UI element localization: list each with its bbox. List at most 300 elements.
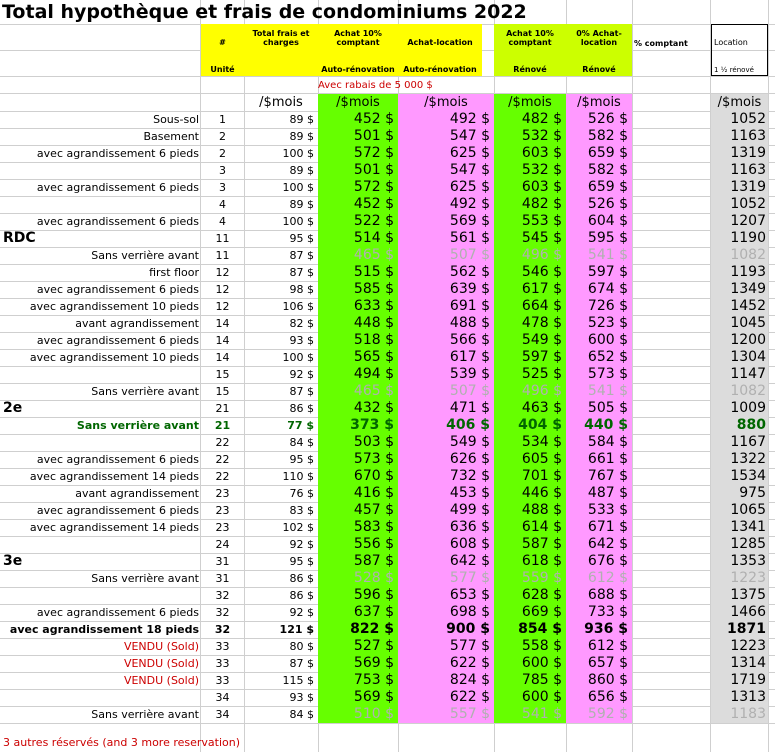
cell-rent[interactable]: 880 <box>711 417 768 434</box>
cell-c[interactable]: 446 $ <box>494 485 566 502</box>
cell-label[interactable]: VENDU (Sold) <box>123 640 199 653</box>
cell-d[interactable]: 533 $ <box>566 502 632 519</box>
cell-rent[interactable]: 1207 <box>711 213 768 230</box>
cell-fee[interactable]: 100 $ <box>282 147 314 160</box>
cell-rent[interactable]: 1375 <box>711 587 768 604</box>
cell-b[interactable]: 561 $ <box>398 230 494 247</box>
cell-unit[interactable]: 32 <box>214 623 231 636</box>
cell-a[interactable]: 465 $ <box>318 247 398 264</box>
cell-unit[interactable]: 14 <box>215 317 230 330</box>
cell-rent[interactable]: 1163 <box>711 128 768 145</box>
cell-a[interactable]: 452 $ <box>318 196 398 213</box>
cell-unit[interactable]: 14 <box>215 334 230 347</box>
cell-c[interactable]: 614 $ <box>494 519 566 536</box>
cell-d[interactable]: 584 $ <box>566 434 632 451</box>
cell-label[interactable] <box>3 196 199 213</box>
cell-b[interactable]: 622 $ <box>398 655 494 672</box>
cell-fee[interactable]: 89 $ <box>289 164 314 177</box>
cell-b[interactable]: 626 $ <box>398 451 494 468</box>
cell-c[interactable]: 488 $ <box>494 502 566 519</box>
cell-b[interactable]: 547 $ <box>398 128 494 145</box>
cell-d[interactable]: 597 $ <box>566 264 632 281</box>
cell-d[interactable]: 595 $ <box>566 230 632 247</box>
cell-b[interactable]: 622 $ <box>398 689 494 706</box>
cell-rent[interactable]: 1052 <box>711 196 768 213</box>
cell-a[interactable]: 510 $ <box>318 706 398 723</box>
header-location[interactable] <box>711 24 768 76</box>
cell-b[interactable]: 691 $ <box>398 298 494 315</box>
cell-rent[interactable]: 1223 <box>711 638 768 655</box>
cell-label[interactable]: Sans verrière avant <box>91 385 199 398</box>
cell-c[interactable]: 478 $ <box>494 315 566 332</box>
cell-d[interactable]: 526 $ <box>566 196 632 213</box>
cell-rent[interactable]: 1313 <box>711 689 768 706</box>
cell-d[interactable]: 652 $ <box>566 349 632 366</box>
cell-a[interactable]: 572 $ <box>318 145 398 162</box>
cell-d[interactable]: 612 $ <box>566 570 632 587</box>
cell-label[interactable]: 3e <box>3 553 23 569</box>
cell-c[interactable]: 617 $ <box>494 281 566 298</box>
cell-d[interactable]: 582 $ <box>566 162 632 179</box>
cell-rent[interactable]: 1009 <box>711 400 768 417</box>
cell-unit[interactable]: 12 <box>215 300 230 313</box>
cell-label[interactable]: avec agrandissement 14 pieds <box>29 470 199 483</box>
cell-label[interactable]: Sans verrière avant <box>76 419 199 432</box>
cell-c[interactable]: 558 $ <box>494 638 566 655</box>
cell-fee[interactable]: 86 $ <box>289 402 314 415</box>
cell-fee[interactable]: 77 $ <box>287 419 314 432</box>
cell-a[interactable]: 822 $ <box>318 621 398 638</box>
cell-unit[interactable]: 11 <box>215 232 230 245</box>
cell-a[interactable]: 432 $ <box>318 400 398 417</box>
cell-a[interactable]: 465 $ <box>318 383 398 400</box>
cell-a[interactable]: 518 $ <box>318 332 398 349</box>
cell-label[interactable]: avec agrandissement 6 pieds <box>36 283 199 296</box>
cell-unit[interactable]: 12 <box>215 283 230 296</box>
cell-a[interactable]: 452 $ <box>318 111 398 128</box>
cell-d[interactable]: 860 $ <box>566 672 632 689</box>
cell-unit[interactable]: 33 <box>215 657 230 670</box>
cell-c[interactable]: 541 $ <box>494 706 566 723</box>
cell-rent[interactable]: 1466 <box>711 604 768 621</box>
cell-b[interactable]: 636 $ <box>398 519 494 536</box>
header-unit[interactable] <box>201 24 244 76</box>
cell-rent[interactable]: 1045 <box>711 315 768 332</box>
cell-label[interactable]: avec agrandissement 10 pieds <box>29 351 199 364</box>
cell-d[interactable]: 612 $ <box>566 638 632 655</box>
cell-fee[interactable]: 100 $ <box>282 181 314 194</box>
cell-fee[interactable]: 121 $ <box>279 623 314 636</box>
cell-c[interactable]: 603 $ <box>494 179 566 196</box>
cell-rent[interactable]: 1353 <box>711 553 768 570</box>
grid-line-h <box>0 723 775 724</box>
cell-label[interactable] <box>3 536 199 553</box>
cell-fee[interactable]: 89 $ <box>289 198 314 211</box>
cell-c[interactable]: 600 $ <box>494 655 566 672</box>
cell-b[interactable]: 492 $ <box>398 111 494 128</box>
cell-label[interactable] <box>3 689 199 706</box>
cell-fee[interactable]: 93 $ <box>289 691 314 704</box>
cell-fee[interactable]: 106 $ <box>282 300 314 313</box>
cell-b[interactable]: 507 $ <box>398 247 494 264</box>
cell-unit[interactable]: 2 <box>219 130 226 143</box>
cell-fee[interactable]: 92 $ <box>289 368 314 381</box>
cell-a[interactable]: 501 $ <box>318 162 398 179</box>
cell-fee[interactable]: 87 $ <box>289 249 314 262</box>
cell-b[interactable]: 539 $ <box>398 366 494 383</box>
cell-fee[interactable]: 84 $ <box>289 708 314 721</box>
cell-a[interactable]: 569 $ <box>318 655 398 672</box>
cell-rent[interactable]: 1452 <box>711 298 768 315</box>
cell-label[interactable]: avec agrandissement 6 pieds <box>36 147 199 160</box>
cell-unit[interactable]: 11 <box>215 249 230 262</box>
cell-fee[interactable]: 95 $ <box>289 555 314 568</box>
cell-b[interactable]: 625 $ <box>398 179 494 196</box>
cell-d[interactable]: 642 $ <box>566 536 632 553</box>
cell-c[interactable]: 404 $ <box>494 417 566 434</box>
cell-rent[interactable]: 1183 <box>711 706 768 723</box>
cell-fee[interactable]: 100 $ <box>282 351 314 364</box>
cell-b[interactable]: 617 $ <box>398 349 494 366</box>
cell-unit[interactable]: 4 <box>219 215 226 228</box>
cell-b[interactable]: 698 $ <box>398 604 494 621</box>
cell-rent[interactable]: 1719 <box>711 672 768 689</box>
cell-b[interactable]: 453 $ <box>398 485 494 502</box>
cell-fee[interactable]: 93 $ <box>289 334 314 347</box>
cell-label[interactable] <box>3 434 199 451</box>
cell-b[interactable]: 608 $ <box>398 536 494 553</box>
cell-rent[interactable]: 1314 <box>711 655 768 672</box>
cell-fee[interactable]: 115 $ <box>282 674 314 687</box>
unit-zero: /$mois <box>566 94 632 111</box>
cell-rent[interactable]: 1052 <box>711 111 768 128</box>
cell-d[interactable]: 726 $ <box>566 298 632 315</box>
cell-c[interactable]: 785 $ <box>494 672 566 689</box>
cell-b[interactable]: 642 $ <box>398 553 494 570</box>
cell-a[interactable]: 522 $ <box>318 213 398 230</box>
cell-c[interactable]: 600 $ <box>494 689 566 706</box>
cell-a[interactable]: 753 $ <box>318 672 398 689</box>
cell-label[interactable] <box>3 366 199 383</box>
cell-unit[interactable]: 22 <box>215 436 230 449</box>
cell-fee[interactable]: 95 $ <box>289 453 314 466</box>
cell-rent[interactable]: 1322 <box>711 451 768 468</box>
cell-a[interactable]: 514 $ <box>318 230 398 247</box>
cell-b[interactable]: 499 $ <box>398 502 494 519</box>
cell-b[interactable]: 577 $ <box>398 570 494 587</box>
cell-b[interactable]: 639 $ <box>398 281 494 298</box>
cell-unit[interactable]: 21 <box>214 419 231 432</box>
cell-c[interactable]: 534 $ <box>494 434 566 451</box>
cell-rent[interactable]: 1163 <box>711 162 768 179</box>
cell-c[interactable]: 532 $ <box>494 128 566 145</box>
cell-fee[interactable]: 80 $ <box>289 640 314 653</box>
cell-b[interactable]: 488 $ <box>398 315 494 332</box>
cell-a[interactable]: 565 $ <box>318 349 398 366</box>
cell-label[interactable]: avec agrandissement 6 pieds <box>36 453 199 466</box>
cell-fee[interactable]: 89 $ <box>289 113 314 126</box>
cell-unit[interactable]: 32 <box>215 606 230 619</box>
cell-unit[interactable]: 33 <box>215 640 230 653</box>
cell-label[interactable]: avec agrandissement 6 pieds <box>36 606 199 619</box>
cell-d[interactable]: 936 $ <box>566 621 632 638</box>
cell-unit[interactable]: 15 <box>215 385 230 398</box>
cell-fee[interactable]: 87 $ <box>289 385 314 398</box>
cell-label[interactable]: avec agrandissement 6 pieds <box>36 334 199 347</box>
cell-d[interactable]: 661 $ <box>566 451 632 468</box>
cell-d[interactable]: 505 $ <box>566 400 632 417</box>
cell-d[interactable]: 487 $ <box>566 485 632 502</box>
cell-unit[interactable]: 32 <box>215 589 230 602</box>
cell-unit[interactable]: 14 <box>215 351 230 364</box>
cell-a[interactable]: 527 $ <box>318 638 398 655</box>
cell-fee[interactable]: 89 $ <box>289 130 314 143</box>
cell-label[interactable]: Sans verrière avant <box>91 708 199 721</box>
cell-label[interactable]: VENDU (Sold) <box>123 674 199 687</box>
cell-fee[interactable]: 87 $ <box>289 266 314 279</box>
cell-b[interactable]: 625 $ <box>398 145 494 162</box>
cell-rent[interactable]: 1349 <box>711 281 768 298</box>
cell-label[interactable] <box>3 162 199 179</box>
cell-d[interactable]: 592 $ <box>566 706 632 723</box>
cell-fee[interactable]: 86 $ <box>289 572 314 585</box>
cell-c[interactable]: 587 $ <box>494 536 566 553</box>
cell-label[interactable]: Sous-sol <box>153 113 199 126</box>
cell-c[interactable]: 597 $ <box>494 349 566 366</box>
cell-b[interactable]: 507 $ <box>398 383 494 400</box>
cell-rent[interactable]: 1082 <box>711 247 768 264</box>
cell-a[interactable]: 569 $ <box>318 689 398 706</box>
cell-label[interactable]: Basement <box>143 130 199 143</box>
cell-label[interactable]: avant agrandissement <box>75 487 199 500</box>
cell-c[interactable]: 605 $ <box>494 451 566 468</box>
cell-unit[interactable]: 15 <box>215 368 230 381</box>
cell-d[interactable]: 688 $ <box>566 587 632 604</box>
cell-a[interactable]: 585 $ <box>318 281 398 298</box>
header-buy10-renov[interactable] <box>494 24 566 76</box>
cell-c[interactable]: 669 $ <box>494 604 566 621</box>
cell-unit[interactable]: 23 <box>215 521 230 534</box>
cell-unit[interactable]: 4 <box>219 198 226 211</box>
cell-d[interactable]: 526 $ <box>566 111 632 128</box>
cell-unit[interactable]: 34 <box>215 691 230 704</box>
cell-a[interactable]: 573 $ <box>318 451 398 468</box>
cell-d[interactable]: 582 $ <box>566 128 632 145</box>
cell-c[interactable]: 854 $ <box>494 621 566 638</box>
cell-rent[interactable]: 1534 <box>711 468 768 485</box>
cell-unit[interactable]: 1 <box>219 113 226 126</box>
cell-a[interactable]: 373 $ <box>318 417 398 434</box>
cell-label[interactable]: 2e <box>3 400 23 416</box>
cell-rent[interactable]: 975 <box>711 485 768 502</box>
cell-a[interactable]: 556 $ <box>318 536 398 553</box>
cell-b[interactable]: 577 $ <box>398 638 494 655</box>
cell-c[interactable]: 532 $ <box>494 162 566 179</box>
cell-c[interactable]: 553 $ <box>494 213 566 230</box>
cell-c[interactable]: 628 $ <box>494 587 566 604</box>
cell-unit[interactable]: 3 <box>219 164 226 177</box>
cell-label[interactable]: RDC <box>3 230 36 246</box>
cell-rent[interactable]: 1341 <box>711 519 768 536</box>
cell-label[interactable]: avec agrandissement 18 pieds <box>9 623 199 636</box>
cell-d[interactable]: 604 $ <box>566 213 632 230</box>
cell-d[interactable]: 733 $ <box>566 604 632 621</box>
cell-d[interactable]: 659 $ <box>566 145 632 162</box>
cell-fee[interactable]: 110 $ <box>282 470 314 483</box>
cell-a[interactable]: 596 $ <box>318 587 398 604</box>
cell-c[interactable]: 496 $ <box>494 383 566 400</box>
cell-d[interactable]: 523 $ <box>566 315 632 332</box>
cell-b[interactable]: 653 $ <box>398 587 494 604</box>
cell-rent[interactable]: 1223 <box>711 570 768 587</box>
cell-d[interactable]: 541 $ <box>566 383 632 400</box>
cell-c[interactable]: 545 $ <box>494 230 566 247</box>
cell-rent[interactable]: 1200 <box>711 332 768 349</box>
cell-b[interactable]: 406 $ <box>398 417 494 434</box>
cell-d[interactable]: 573 $ <box>566 366 632 383</box>
cell-a[interactable]: 494 $ <box>318 366 398 383</box>
cell-c[interactable]: 603 $ <box>494 145 566 162</box>
cell-d[interactable]: 671 $ <box>566 519 632 536</box>
cell-a[interactable]: 670 $ <box>318 468 398 485</box>
cell-fee[interactable]: 98 $ <box>289 283 314 296</box>
cell-unit[interactable]: 22 <box>215 470 230 483</box>
cell-unit[interactable]: 12 <box>215 266 230 279</box>
cell-c[interactable]: 701 $ <box>494 468 566 485</box>
cell-b[interactable]: 900 $ <box>398 621 494 638</box>
cell-label[interactable]: avec agrandissement 6 pieds <box>36 215 199 228</box>
header-zero[interactable] <box>566 24 632 76</box>
cell-unit[interactable]: 23 <box>215 504 230 517</box>
cell-c[interactable]: 482 $ <box>494 111 566 128</box>
cell-d[interactable]: 541 $ <box>566 247 632 264</box>
cell-label[interactable]: Sans verrière avant <box>91 572 199 585</box>
cell-fee[interactable]: 100 $ <box>282 215 314 228</box>
cell-c[interactable]: 525 $ <box>494 366 566 383</box>
cell-d[interactable]: 656 $ <box>566 689 632 706</box>
cell-b[interactable]: 492 $ <box>398 196 494 213</box>
cell-c[interactable]: 549 $ <box>494 332 566 349</box>
header-buy10[interactable] <box>318 24 398 76</box>
header-fees-label: Total frais et charges <box>252 29 310 47</box>
cell-c[interactable]: 664 $ <box>494 298 566 315</box>
cell-label[interactable] <box>3 587 199 604</box>
cell-a[interactable]: 501 $ <box>318 128 398 145</box>
cell-a[interactable]: 633 $ <box>318 298 398 315</box>
cell-rent[interactable]: 1304 <box>711 349 768 366</box>
cell-unit[interactable]: 31 <box>215 572 230 585</box>
cell-unit[interactable]: 24 <box>215 538 230 551</box>
cell-fee[interactable]: 95 $ <box>289 232 314 245</box>
cell-label[interactable]: avec agrandissement 14 pieds <box>29 521 199 534</box>
cell-unit[interactable]: 34 <box>215 708 230 721</box>
cell-unit[interactable]: 23 <box>215 487 230 500</box>
cell-fee[interactable]: 82 $ <box>289 317 314 330</box>
header-fees[interactable] <box>244 24 318 76</box>
cell-b[interactable]: 471 $ <box>398 400 494 417</box>
cell-fee[interactable]: 83 $ <box>289 504 314 517</box>
cell-fee[interactable]: 92 $ <box>289 538 314 551</box>
cell-b[interactable]: 566 $ <box>398 332 494 349</box>
cell-rent[interactable]: 1082 <box>711 383 768 400</box>
cell-d[interactable]: 440 $ <box>566 417 632 434</box>
cell-b[interactable]: 732 $ <box>398 468 494 485</box>
cell-c[interactable]: 618 $ <box>494 553 566 570</box>
cell-rent[interactable]: 1065 <box>711 502 768 519</box>
cell-rent[interactable]: 1190 <box>711 230 768 247</box>
cell-label[interactable]: avec agrandissement 6 pieds <box>36 504 199 517</box>
cell-d[interactable]: 676 $ <box>566 553 632 570</box>
cell-rent[interactable]: 1285 <box>711 536 768 553</box>
cell-a[interactable]: 637 $ <box>318 604 398 621</box>
cell-label[interactable]: avec agrandissement 6 pieds <box>36 181 199 194</box>
cell-d[interactable]: 674 $ <box>566 281 632 298</box>
header-zero-label: 0% Achat-location <box>576 29 622 47</box>
cell-fee[interactable]: 84 $ <box>289 436 314 449</box>
cell-rent[interactable]: 1319 <box>711 179 768 196</box>
cell-unit[interactable]: 2 <box>219 147 226 160</box>
cell-label[interactable]: Sans verrière avant <box>91 249 199 262</box>
cell-a[interactable]: 528 $ <box>318 570 398 587</box>
cell-label[interactable]: first floor <box>149 266 199 279</box>
header-rentbuy[interactable] <box>398 24 482 76</box>
cell-rent[interactable]: 1147 <box>711 366 768 383</box>
cell-unit[interactable]: 3 <box>219 181 226 194</box>
cell-unit[interactable]: 33 <box>215 674 230 687</box>
cell-b[interactable]: 549 $ <box>398 434 494 451</box>
cell-b[interactable]: 824 $ <box>398 672 494 689</box>
cell-rent[interactable]: 1167 <box>711 434 768 451</box>
unit-fees: /$mois <box>259 95 303 110</box>
cell-a[interactable]: 416 $ <box>318 485 398 502</box>
cell-c[interactable]: 546 $ <box>494 264 566 281</box>
cell-d[interactable]: 659 $ <box>566 179 632 196</box>
cell-d[interactable]: 767 $ <box>566 468 632 485</box>
cell-a[interactable]: 583 $ <box>318 519 398 536</box>
cell-label[interactable]: avec agrandissement 10 pieds <box>29 300 199 313</box>
cell-a[interactable]: 503 $ <box>318 434 398 451</box>
cell-unit[interactable]: 22 <box>215 453 230 466</box>
cell-a[interactable]: 572 $ <box>318 179 398 196</box>
cell-fee[interactable]: 87 $ <box>289 657 314 670</box>
cell-b[interactable]: 547 $ <box>398 162 494 179</box>
cell-c[interactable]: 559 $ <box>494 570 566 587</box>
cell-a[interactable]: 587 $ <box>318 553 398 570</box>
cell-rent[interactable]: 1871 <box>711 621 768 638</box>
cell-label[interactable]: avant agrandissement <box>75 317 199 330</box>
cell-fee[interactable]: 76 $ <box>289 487 314 500</box>
cell-a[interactable]: 448 $ <box>318 315 398 332</box>
cell-label[interactable]: VENDU (Sold) <box>123 657 199 670</box>
cell-b[interactable]: 562 $ <box>398 264 494 281</box>
cell-fee[interactable]: 102 $ <box>282 521 314 534</box>
cell-b[interactable]: 569 $ <box>398 213 494 230</box>
cell-rent[interactable]: 1319 <box>711 145 768 162</box>
cell-fee[interactable]: 86 $ <box>289 589 314 602</box>
cell-c[interactable]: 482 $ <box>494 196 566 213</box>
cell-a[interactable]: 515 $ <box>318 264 398 281</box>
cell-a[interactable]: 457 $ <box>318 502 398 519</box>
cell-rent[interactable]: 1193 <box>711 264 768 281</box>
cell-unit[interactable]: 21 <box>215 402 230 415</box>
cell-fee[interactable]: 92 $ <box>289 606 314 619</box>
cell-b[interactable]: 557 $ <box>398 706 494 723</box>
cell-unit[interactable]: 31 <box>215 555 230 568</box>
cell-c[interactable]: 463 $ <box>494 400 566 417</box>
cell-d[interactable]: 657 $ <box>566 655 632 672</box>
cell-c[interactable]: 496 $ <box>494 247 566 264</box>
cell-d[interactable]: 600 $ <box>566 332 632 349</box>
